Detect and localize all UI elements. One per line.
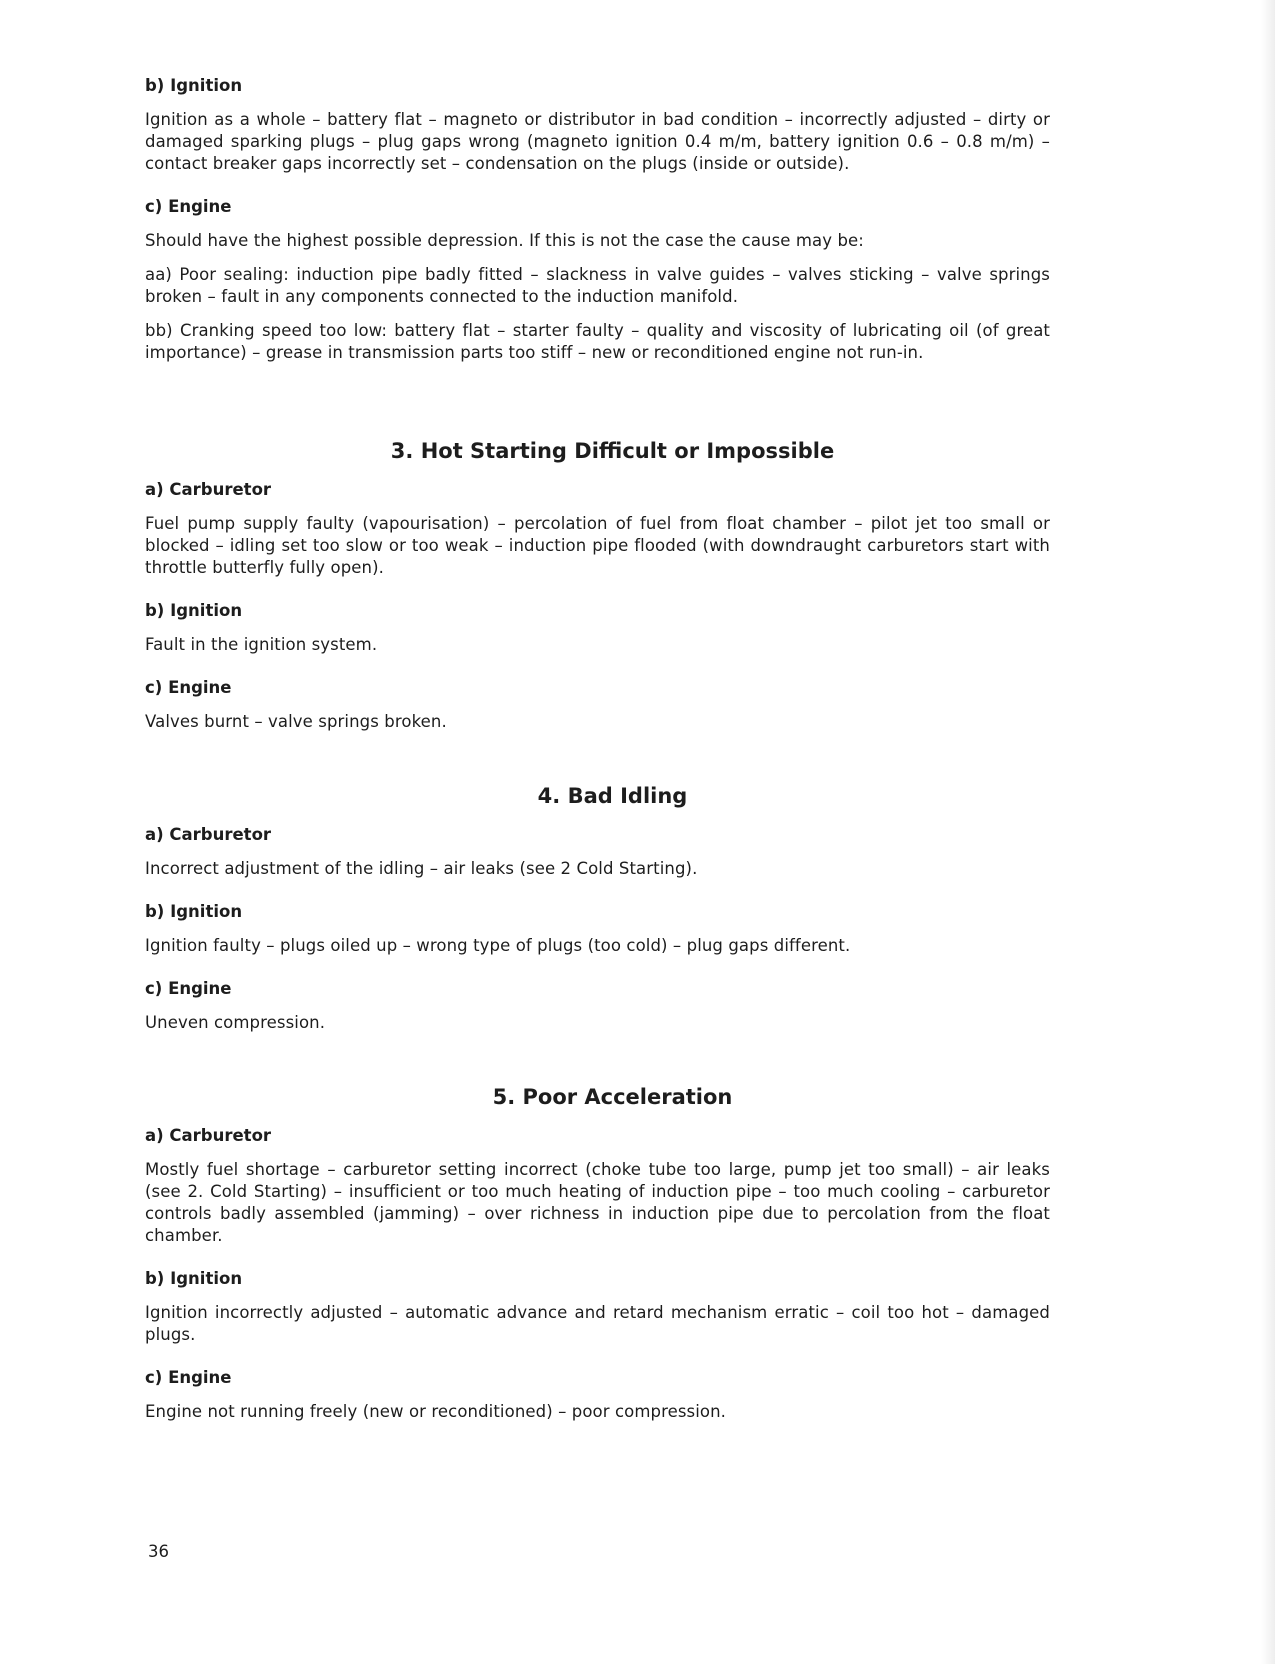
subsection-label-ignition: b) Ignition (145, 601, 243, 620)
section-continuation (145, 76, 1050, 364)
paragraph: Ignition as a whole – battery flat – magneto or distributor in bad condition – incorrectly adjusted – dirty or damaged sparking plugs – plug gaps wrong (magneto ignition 0.4 m/m, battery ignition 0.6 – 0.8 m/m) – contact breaker gaps incorrectly set – condensation on the plugs (inside or outside). (145, 110, 1050, 173)
paragraph: bb) Cranking speed too low: battery flat – starter faulty – quality and viscosity of lubricating oil (of great importance) – grease in transmission parts too stiff – new or reconditioned engine not run-in. (145, 321, 1050, 362)
subsection-label-carburetor: a) Carburetor (145, 825, 272, 844)
section-heading: 4. Bad Idling (537, 784, 688, 808)
subsection-label-engine: c) Engine (145, 678, 232, 697)
subsection-label-engine: c) Engine (145, 979, 232, 998)
paragraph: Fuel pump supply faulty (vapourisation) – percolation of fuel from float chamber – pilot jet too small or blocked – idling set too slow or too weak – induction pipe flooded (with downdraught carburetors start with throttle butterfly fully open). (145, 514, 1050, 577)
page-edge-shadow (1261, 0, 1275, 1664)
paragraph: Fault in the ignition system. (145, 635, 378, 654)
section-heading: 3. Hot Starting Difficult or Impossible (390, 439, 835, 463)
section-poor-acceleration (145, 1084, 1050, 1423)
page-number: 36 (148, 1542, 169, 1561)
paragraph: Incorrect adjustment of the idling – air leaks (see 2 Cold Starting). (145, 859, 698, 878)
section-hot-starting (145, 438, 1050, 733)
paragraph: Should have the highest possible depression. If this is not the case the cause may be: (145, 231, 864, 250)
subsection-label-ignition: b) Ignition (145, 1269, 243, 1288)
paragraph: Ignition faulty – plugs oiled up – wrong type of plugs (too cold) – plug gaps different. (145, 936, 851, 955)
subsection-label-carburetor: a) Carburetor (145, 480, 272, 499)
section-heading: 5. Poor Acceleration (492, 1085, 733, 1109)
paragraph: Ignition incorrectly adjusted – automatic advance and retard mechanism erratic – coil too hot – damaged plugs. (145, 1303, 1050, 1344)
subsection-label-ignition: b) Ignition (145, 902, 243, 921)
paragraph: aa) Poor sealing: induction pipe badly fitted – slackness in valve guides – valves sticking – valve springs broken – fault in any components connected to the induction manifold. (145, 265, 1050, 306)
subsection-label-engine: c) Engine (145, 197, 232, 216)
subsection-label-ignition: b) Ignition (145, 76, 243, 95)
paragraph: Mostly fuel shortage – carburetor setting incorrect (choke tube too large, pump jet too small) – air leaks (see 2. Cold Starting) – insufficient or too much heating of induction pipe – too much cooling – carburetor controls badly assembled (jamming) – over richness in induction pipe due to percolation from the float chamber. (145, 1160, 1050, 1245)
section-bad-idling (145, 783, 1050, 1034)
subsection-label-engine: c) Engine (145, 1368, 232, 1387)
paragraph: Valves burnt – valve springs broken. (145, 712, 447, 731)
paragraph: Engine not running freely (new or reconditioned) – poor compression. (145, 1402, 727, 1421)
paragraph: Uneven compression. (145, 1013, 326, 1032)
page-content (145, 76, 1050, 1423)
subsection-label-carburetor: a) Carburetor (145, 1126, 272, 1145)
